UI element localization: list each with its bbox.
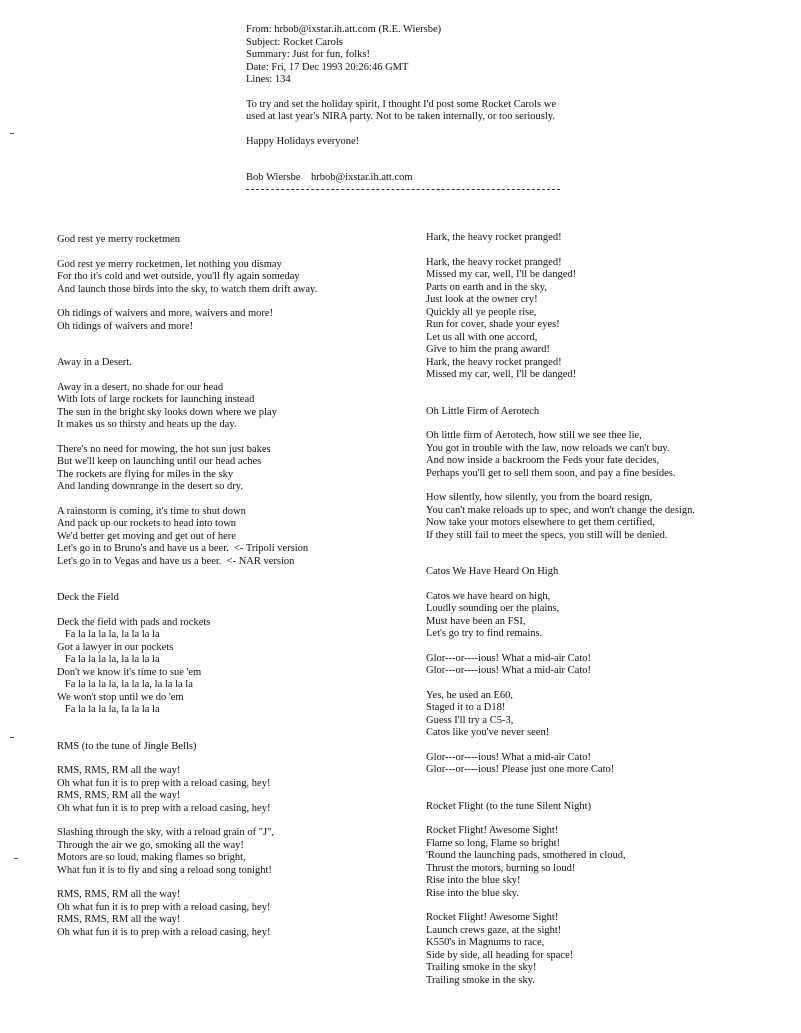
lyric-line: Oh what fun it is to prep with a reload casing, hey! — [57, 901, 271, 913]
lyric-line: Loudly sounding oer the plains, — [426, 603, 560, 614]
lyric-line: Rocket Flight! Awesome Sight! — [426, 912, 559, 923]
song — [426, 566, 786, 777]
lyric-line: The rockets are flying for miles in the sky — [57, 468, 234, 480]
lyric-line: Oh tidings of waivers and more! — [57, 320, 194, 332]
lyric-line: Staged it to a D18! — [426, 702, 506, 713]
song-title: Away in a Desert. — [57, 357, 132, 368]
lyric-line: Away in a desert, no shade for our head — [57, 381, 224, 393]
lyric-line: A rainstorm is coming, it's time to shut down — [57, 505, 246, 517]
song — [57, 741, 417, 940]
lyric-line: Motors are so loud, making flames so bright, — [57, 852, 246, 863]
stanza — [426, 430, 786, 480]
lyric-line: It makes us so thirsty and heats up the day. — [57, 419, 237, 430]
lyric-line: Fa la la la la, la la la la — [57, 704, 160, 715]
lyric-line: Rocket Flight! Awesome Sight! — [426, 825, 559, 836]
lyric-line: 'Round the launching pads, smothered in cloud, — [426, 850, 626, 861]
lyric-line: Glor---or----ious! What a mid-air Cato! — [426, 751, 591, 763]
lyric-line: Missed my car, well, I'll be danged! — [426, 269, 577, 280]
lyric-line: Give to him the prang award! — [426, 344, 550, 355]
lyric-line: Let's go in to Vegas and have us a beer. <- NAR version — [57, 555, 295, 567]
lyric-line: Now take your motors elsewhere to get them certified, — [426, 517, 655, 528]
lyric-line: Trailing smoke in the sky! — [426, 962, 537, 973]
lyric-line: Catos like you've never seen! — [426, 727, 550, 738]
stanza — [426, 752, 786, 777]
stanza — [426, 912, 786, 987]
lyric-line: Oh what fun it is to prep with a reload casing, hey! — [57, 926, 271, 938]
lyric-line: Hark, the heavy rocket pranged! — [426, 256, 562, 268]
date-line: Date: Fri, 17 Dec 1993 20:26:46 GMT — [246, 61, 409, 73]
lyric-line: Through the air we go, smoking all the way! — [57, 839, 244, 851]
lyric-line: Just look at the owner cry! — [426, 294, 538, 305]
lyric-line: What fun it is to fly and sing a reload song tonight! — [57, 864, 272, 876]
lyric-line: Slashing through the sky, with a reload grain of "J", — [57, 827, 274, 838]
lyric-line: Quickly all ye people rise, — [426, 306, 537, 318]
song — [426, 406, 786, 543]
lyric-line: Oh what fun it is to prep with a reload casing, hey! — [57, 777, 271, 789]
song-title: Rocket Flight (to the tune Silent Night) — [426, 800, 592, 812]
lyric-line: Oh tidings of waivers and more, waivers and more! — [57, 308, 274, 319]
scan-mark — [14, 858, 18, 859]
stanza — [426, 257, 786, 382]
signature: Bob Wiersbe hrbob@ixstar.ih.att.com — [246, 172, 413, 183]
lyric-line: Fa la la la la, la la la la — [57, 654, 160, 665]
song — [426, 232, 786, 382]
lyric-line: If they still fail to meet the specs, you still will be denied. — [426, 529, 668, 541]
scan-mark — [10, 133, 14, 134]
scan-mark — [10, 737, 14, 738]
lyric-line: Glor---or----ious! What a mid-air Cato! — [426, 652, 591, 664]
lyric-line: There's no need for mowing, the hot sun just bakes — [57, 443, 271, 455]
lyric-line: Oh little firm of Aerotech, how still we see thee lie, — [426, 430, 642, 441]
lyric-line: Oh what fun it is to prep with a reload casing, hey! — [57, 802, 271, 814]
lyric-line: Glor---or----ious! Please just one more Cato! — [426, 764, 615, 775]
lyric-line: K550's in Magnums to race, — [426, 937, 545, 948]
song — [57, 357, 417, 568]
song-title: RMS (to the tune of Jingle Bells) — [57, 740, 197, 752]
intro-line: To try and set the holiday spirit, I thought I'd post some Rocket Carols we — [246, 98, 556, 110]
lyric-line: God rest ye merry rocketmen, let nothing you dismay — [57, 258, 282, 270]
lyric-line: Rise into the blue sky! — [426, 875, 521, 886]
lyric-line: How silently, how silently, you from the board resign, — [426, 492, 653, 503]
lyric-line: Flame so long, Flame so bright! — [426, 837, 561, 849]
separator-rule — [246, 189, 560, 190]
lyric-line: Let's go in to Bruno's and have us a beer. <- Tripoli version — [57, 543, 309, 554]
stanza — [426, 690, 786, 740]
stanza — [426, 653, 786, 678]
lyric-line: Let us all with one accord, — [426, 331, 538, 343]
lyric-line: Got a lawyer in our pockets — [57, 641, 174, 653]
lyric-line: With lots of large rockets for launching instead — [57, 394, 255, 405]
stanza — [57, 382, 417, 432]
intro-paragraph — [246, 99, 626, 124]
email-header — [246, 24, 626, 190]
lyric-line: You got in trouble with the law, now reloads we can't buy. — [426, 442, 670, 454]
stanza — [57, 506, 417, 569]
song-title: Oh Little Firm of Aerotech — [426, 405, 540, 417]
lyric-line: Trailing smoke in the sky. — [426, 974, 535, 986]
lyric-line: Don't we know it's time to sue 'em — [57, 666, 202, 678]
lyric-line: Guess I'll try a C5-3, — [426, 714, 514, 726]
lyric-line: Missed my car, well, I'll be danged! — [426, 369, 577, 380]
lyric-line: And landing downrange in the desert so dry. — [57, 481, 243, 492]
summary-line: Summary: Just for fun, folks! — [246, 49, 370, 60]
lyric-line: Let's go try to find remains. — [426, 628, 543, 639]
lyric-line: RMS, RMS, RM all the way! — [57, 914, 181, 925]
song-title: God rest ye merry rocketmen — [57, 234, 181, 245]
right-column — [426, 232, 786, 1011]
stanza — [57, 259, 417, 297]
stanza — [426, 591, 786, 641]
song-title: Deck the Field — [57, 592, 119, 603]
lyric-line: Run for cover, shade your eyes! — [426, 319, 560, 330]
lyric-line: Glor---or----ious! What a mid-air Cato! — [426, 665, 591, 676]
subject-line: Subject: Rocket Carols — [246, 36, 343, 48]
stanza — [57, 444, 417, 494]
lyric-line: Must have been an FSI, — [426, 615, 526, 627]
lyric-line: RMS, RMS, RM all the way! — [57, 790, 181, 801]
lyric-line: And launch those birds into the sky, to watch them drift away. — [57, 283, 318, 295]
lyric-line: Hark, the heavy rocket pranged! — [426, 356, 562, 368]
song-title: Hark, the heavy rocket pranged! — [426, 232, 562, 243]
stanza — [57, 765, 417, 815]
lyric-line: Deck the field with pads and rockets — [57, 616, 211, 628]
stanza — [57, 617, 417, 717]
stanza — [426, 825, 786, 900]
lyric-line: We won't stop until we do 'em — [57, 691, 184, 703]
lyric-line: Yes, he used an E60, — [426, 689, 514, 701]
lyric-line: But we'll keep on launching until our head aches — [57, 456, 262, 467]
intro-line: used at last year's NIRA party. Not to be taken internally, or too seriously. — [246, 111, 555, 122]
lyric-line: Parts on earth and in the sky, — [426, 281, 547, 293]
lyric-line: And now inside a backroom the Feds your fate decides, — [426, 455, 660, 466]
lyric-line: We'd better get moving and get out of here — [57, 530, 236, 542]
lyric-line: Launch crews gaze, at the sight! — [426, 924, 562, 936]
lyric-line: Fa la la la la, la la la la — [57, 629, 160, 640]
from-line: From: hrbob@ixstar.ih.att.com (R.E. Wiersbe) — [246, 24, 442, 35]
stanza — [426, 492, 786, 542]
lyric-line: Side by side, all heading for space! — [426, 949, 574, 961]
lyric-line: Fa la la la la, la la la, la la la la — [57, 679, 193, 690]
stanza — [57, 308, 417, 333]
song — [426, 801, 786, 988]
stanza — [57, 889, 417, 939]
lyric-line: RMS, RMS, RM all the way! — [57, 765, 181, 776]
song — [57, 234, 417, 333]
lyric-line: For tho it's cold and wet outside, you'll fly again someday — [57, 271, 300, 282]
lyric-line: You can't make reloads up to spec, and won't change the design. — [426, 504, 695, 516]
lyric-line: Thrust the motors, burning so loud! — [426, 862, 576, 874]
lines-count: Lines: 134 — [246, 74, 291, 85]
left-column — [57, 234, 417, 963]
lyric-line: And pack up our rockets to head into town — [57, 518, 237, 529]
lyric-line: Rise into the blue sky. — [426, 887, 519, 899]
song-title: Catos We Have Heard On High — [426, 566, 559, 577]
lyric-line: The sun in the bright sky looks down where we play — [57, 406, 277, 418]
greeting: Happy Holidays everyone! — [246, 135, 360, 147]
song — [57, 592, 417, 717]
stanza — [57, 827, 417, 877]
lyric-line: RMS, RMS, RM all the way! — [57, 889, 181, 900]
lyric-line: Perhaps you'll get to sell them soon, and pay a fine besides. — [426, 467, 676, 479]
lyric-line: Catos we have heard on high, — [426, 590, 551, 602]
